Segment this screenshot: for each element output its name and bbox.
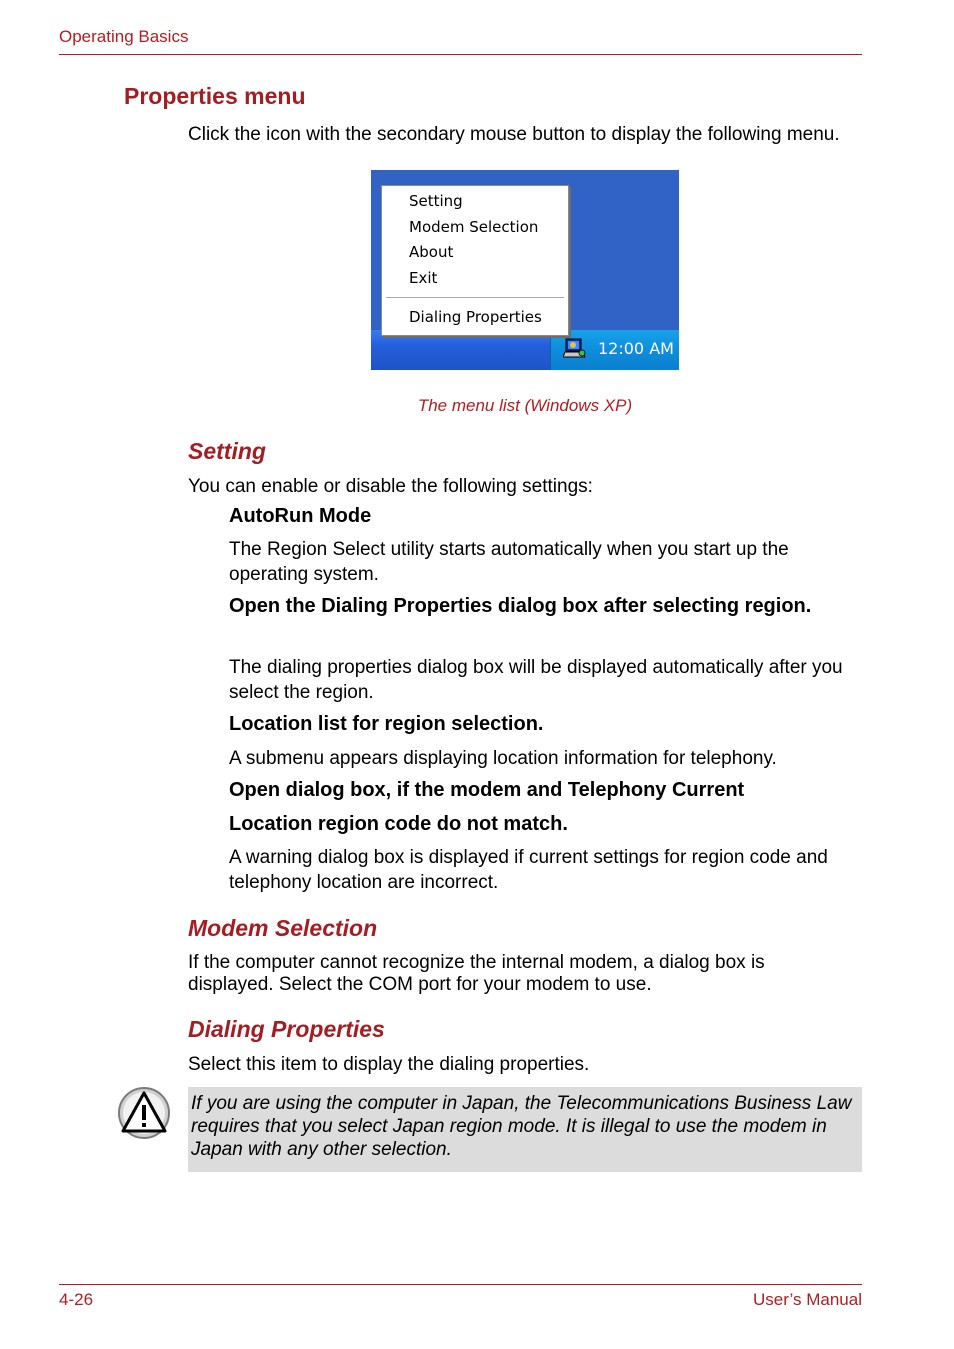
menu-separator <box>386 297 564 299</box>
taskbar <box>371 330 551 370</box>
caution-note <box>188 1087 862 1172</box>
location-list-text: A submenu appears displaying location information for telephony. <box>229 748 777 769</box>
dialing-properties-heading: Dialing Properties <box>188 1016 385 1042</box>
menu-item-modem-selection[interactable]: Modem Selection <box>409 218 539 236</box>
context-menu <box>381 185 569 336</box>
dialing-dialog-text: The dialing properties dialog box will be displayed automatically after you select the region. <box>229 657 843 703</box>
autorun-title: AutoRun Mode <box>229 505 372 527</box>
menu-item-setting[interactable]: Setting <box>409 192 463 210</box>
menu-item-dialing-properties[interactable]: Dialing Properties <box>409 308 542 326</box>
footer-title: User’s Manual <box>753 1290 862 1309</box>
mismatch-text: A warning dialog box is displayed if current settings for region code and telephony location are incorrect. <box>229 847 828 893</box>
dialing-properties-text: Select this item to display the dialing properties. <box>188 1054 590 1075</box>
system-tray <box>550 330 679 370</box>
warning-icon <box>117 1086 171 1140</box>
section-heading: Properties menu <box>124 83 306 109</box>
intro-paragraph: Click the icon with the secondary mouse button to display the following menu. <box>188 124 840 145</box>
setting-heading: Setting <box>188 438 266 464</box>
mismatch-title-line1: Open dialog box, if the modem and Telephony Current <box>229 779 745 801</box>
autorun-text: The Region Select utility starts automatically when you start up the operating system. <box>229 539 789 585</box>
modem-selection-heading: Modem Selection <box>188 915 378 941</box>
figure-caption: The menu list (Windows XP) <box>417 396 633 415</box>
dialing-dialog-title: Open the Dialing Properties dialog box after selecting region. <box>229 595 812 617</box>
tray-clock: 12:00 AM <box>598 339 674 358</box>
region-select-tray-icon <box>563 336 587 360</box>
running-header: Operating Basics <box>59 27 189 46</box>
caution-note-text: If you are using the computer in Japan, the Telecommunications Business Law requires that you select Japan region mode. It is illegal to use the modem in Japan with any other selection. <box>191 1093 852 1160</box>
menu-item-exit[interactable]: Exit <box>409 269 438 287</box>
mismatch-title-line2: Location region code do not match. <box>229 813 568 835</box>
menu-screenshot <box>371 170 679 370</box>
footer-rule <box>59 1284 862 1285</box>
header-rule <box>59 54 862 55</box>
modem-selection-text: If the computer cannot recognize the internal modem, a dialog box is displayed. Select the COM port for your modem to use. <box>188 952 765 995</box>
setting-intro: You can enable or disable the following settings: <box>188 476 593 497</box>
location-list-title: Location list for region selection. <box>229 713 544 735</box>
page-number: 4-26 <box>59 1290 94 1309</box>
menu-item-about[interactable]: About <box>409 243 454 261</box>
